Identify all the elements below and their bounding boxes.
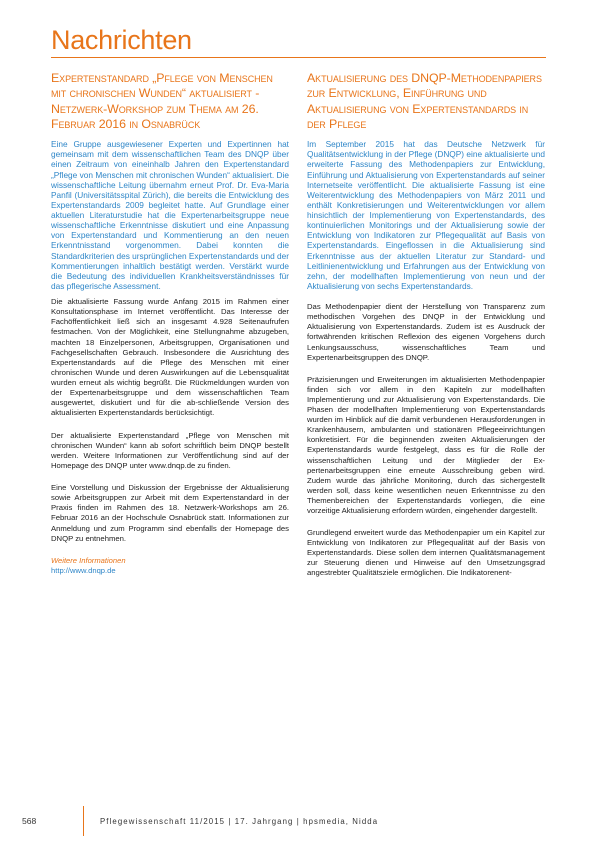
article-headline: Expertenstandard „Pflege von Menschen mit chronischen Wunden“ aktualisiert - Netzwerk-Workshop zum Thema am 26. Februar 2016 in Osnabrück: [51, 71, 273, 131]
further-info: [51, 556, 289, 576]
article-headline: Aktualisierung des DNQP-Methodenpapiers zur Entwicklung, Einführung und Aktualisierung von Expertenstandards in der Pflege: [307, 71, 542, 131]
article-paragraph: Grundlegend erweitert wurde das Methodenpapier um ein Kapitel zur Entwicklung von Indikatoren zur Pflegequalität auf der Basis von Expertenstandards. Diese sollen dem internen Qualitätsmanagement zur Steuerung dienen und Hinweise auf den Umsetzungsgrad angestrebter Qualitätsziele ermöglichen. Die Indikatorenent-: [307, 527, 545, 578]
footer-publication-info: Pflegewissenschaft 11/2015 | 17. Jahrgang | hpsmedia, Nidda: [100, 817, 379, 826]
article-paragraph: Der aktualisierte Expertenstandard „Pflege von Menschen mit chronischen Wunden“ kann ab sofort schriftlich beim DNQP bestellt werden. Weitere Informationen zur Veröffentlichung sind auf der Homepage des DNQP unter www.dnqp.de zu finden.: [51, 430, 289, 470]
article-paragraph: Präzisierungen und Erweiterungen im aktualisierten Methodenpapier finden sich vor allem in den Kapiteln zur modellhaften Implementierung und zur Aktualisierung von Expertenstandards. Die Phasen der modellhaften Implementierung von Expertenstandards wurden im Hinblick auf die damit verbundenen Herausforderungen in Krankenhäusern, ambulanten und stationären Pflegeeinrichtungen konkretisiert. Für die beginnenden zweiten Aktualisierungen der Expertenstandards wurde festgelegt, dass es für die Rolle der wissenschaftlichen Leitung und der Mitglieder der Ex-pertenarbeitsgruppen eine erneute Ausschreibung geben wird. Zudem wurde das jährliche Monitoring, durch das sichergestellt werden soll, dass keine wesentlichen neuen Erkenntnisse zu den Themenbereichen der Expertenstandards vorliegen, die eine vorzeitige Aktualisierung erfordern würden, eingehender dargestellt.: [307, 374, 545, 516]
footer-divider: [83, 806, 84, 836]
article-paragraph: Die aktualisierte Fassung wurde Anfang 2015 im Rahmen einer Konsultationsphase im Internet veröffentlicht. Das Interesse der Fachöffentlichkeit ließ sich an insgesamt 4.928 Seitenaufrufen festmachen. Von der Möglichkeit, eine Stellungnahme abzugeben, machten 18 Einzelpersonen, Arbeitsgruppen, Organisationen und Fachgesellschaften Gebrauch. Insbesondere die Ausrichtung des Expertenstandards auf die Pflege des Menschen mit einer chronischen Wunde und deren Auswirkungen auf die Lebensqualität wurden erneut als wichtig begrüßt. Die Rückmeldungen wurden von der Expertenarbeitsgruppe und dem wissenschaftlichen Team ausgewertet, diskutiert und für die ab-schließende Version des aktualisierten Expertenstandards berücksichtigt.: [51, 297, 289, 418]
page-number: 568: [22, 816, 37, 826]
article-lead: Im September 2015 hat das Deutsche Netzwerk für Qualitätsentwicklung in der Pflege (DNQP) eine aktualisierte und erweiterte Fassung des Methodenpapiers zur Entwicklung, Einführung und Aktualisierung von Expertenstandards auf seiner Internetseite veröffentlicht. Die aktualisierte Fassung ist eine Weiterentwicklung des Methodenpapiers von März 2011 und enthält Konkretisierungen und Weiterentwicklungen vor allem hinsichtlich der Implementierung von Expertenstandards, des kontinuierlichen Monitorings und der Aktualisierung sowie der Entwicklung von Indikatoren zur Pflegequalität auf Basis von Expertenstandards. Eingeflossen in die Aktualisierung sind Erkenntnisse aus der aktuellen Literatur zur Standard- und Leitlinienentwicklung und Erfahrungen aus der Entwicklung von zehn, der modellhaften Implementierung von neun und der Aktualisierung von sechs Expertenstandards.: [307, 139, 545, 291]
article-paragraph: Das Methodenpapier dient der Herstellung von Transparenz zum methodischen Vorgehen des DNQP in der Entwicklung und Aktualisierung von Expertenstandards. Zudem ist es Ausdruck der fortwährenden kritischen Reflexion des eigenen Vorgehens durch Lenkungsausschuss, wissenschaftliches Team und Expertenarbeitsgruppen des DNQP.: [307, 302, 545, 362]
article-lead: Eine Gruppe ausgewiesener Experten und Expertinnen hat gemeinsam mit dem wissenschaftlichen Team des DNQP über einen Zeitraum von eineinhalb Jahren den Expertenstandard „Pflege von Menschen mit chronischen Wunden“ aktualisiert. Die wissenschaftliche Leitung übernahm erneut Prof. Dr. Eva-Maria Panfil (Universitätsspital Zürich), die bereits die Entwicklung des Expertenstandards 2009 begleitet hatte. Auf Grundlage einer aktuellen Literaturstudie hat die Expertenarbeitsgruppe neue wissenschaftliche Erkenntnisse diskutiert und eine Anpassung von Expertenstandard und Kommentierung an den neuen Erkenntnisstand vorgenommen. Dabei konnten die Standardkriterien des ursprünglichen Expertenstandards und der Kommentierungen inhaltlich bestätigt werden. Verstärkt wurde die Bedeutung des individuellen Krankheitsverständnisses für das pflegerische Assessment.: [51, 139, 289, 291]
title-divider: [51, 57, 546, 58]
further-info-link[interactable]: http://www.dnqp.de: [51, 565, 116, 575]
article-column-right: [307, 71, 545, 579]
further-info-label: Weitere Informationen: [51, 555, 126, 565]
page-footer: [0, 806, 595, 836]
section-title: Nachrichten: [51, 25, 192, 55]
article-paragraph: Eine Vorstellung und Diskussion der Ergebnisse der Aktualisierung sowie Arbeitsgruppen zur Arbeit mit dem Expertenstandard in der Praxis finden im Rahmen des 18. Netzwerk-Workshops am 26. Februar 2016 an der Hochschule Osnabrück statt. Informationen zur Anmeldung und zum Programm sind ebenfalls der Homepage des DNQP zu entnehmen.: [51, 483, 289, 543]
article-column-left: [51, 71, 289, 576]
